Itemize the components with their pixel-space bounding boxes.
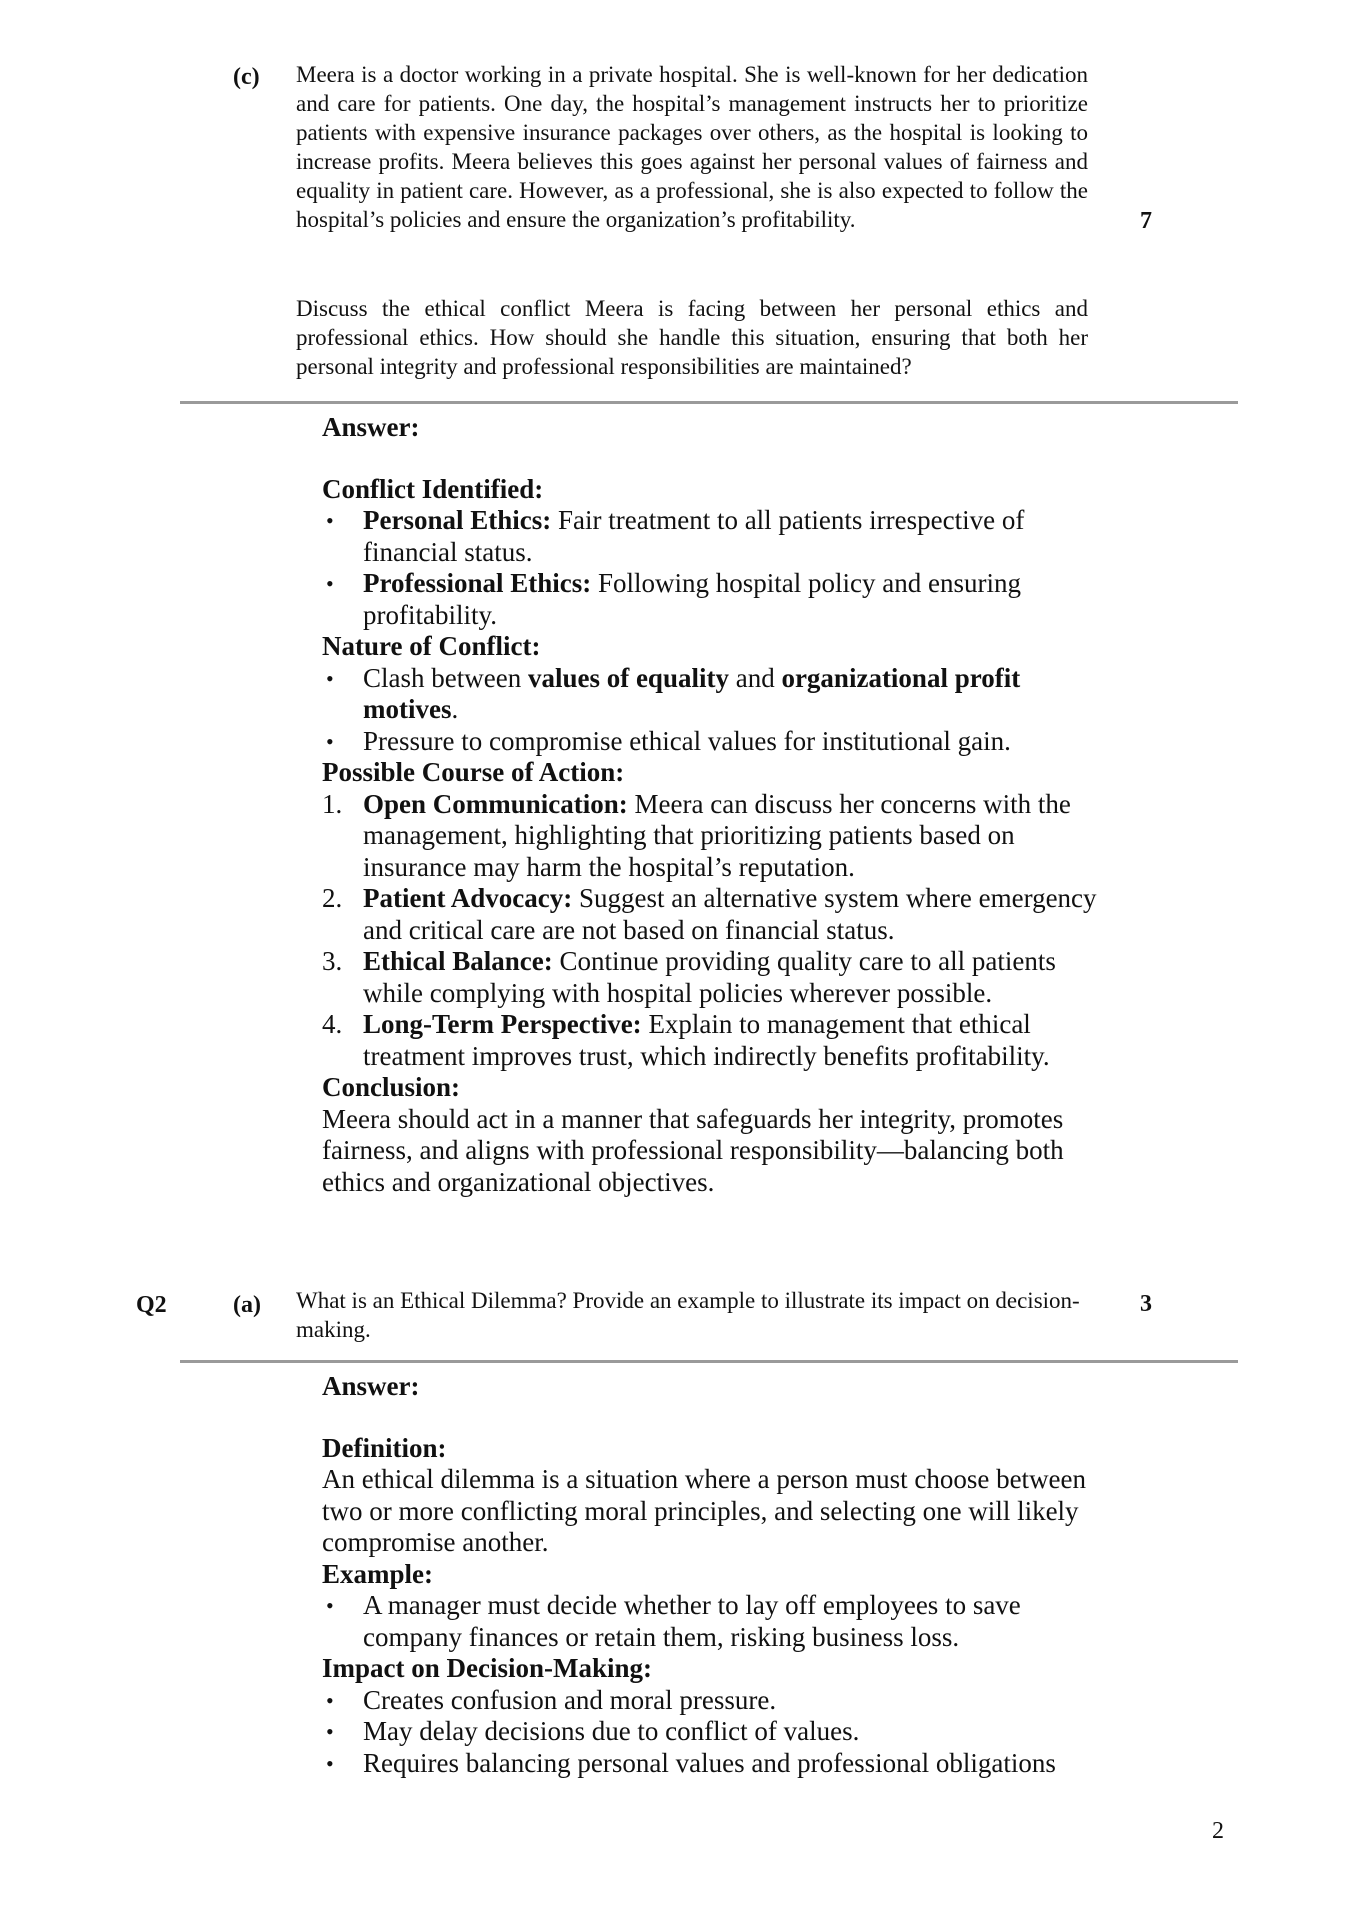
item-number: 4. xyxy=(322,1009,343,1039)
nature-list xyxy=(322,663,1122,758)
conclusion-text: Meera should act in a manner that safeguards her integrity, promotes fairness, and aligns with professional responsibility—balancing both ethics and organizational objectives. xyxy=(322,1103,1064,1197)
item-bold: Patient Advocacy: xyxy=(363,883,573,913)
answer-block-q1c xyxy=(322,412,1122,1198)
list-item: • Creates confusion and moral pressure. xyxy=(322,1685,1122,1717)
example-heading: Example: xyxy=(322,1558,433,1589)
impact-list xyxy=(322,1685,1122,1780)
conflict-list xyxy=(322,505,1122,631)
item-text: Clash between xyxy=(363,662,528,693)
question-label-c: (c) xyxy=(233,64,260,90)
conclusion-heading: Conclusion: xyxy=(322,1072,461,1102)
item-text: Explain to management that ethical treatment improves trust, which indirectly benefits profitability. xyxy=(363,1009,1050,1071)
action-heading: Possible Course of Action: xyxy=(322,757,625,787)
item-number: 2. xyxy=(322,883,343,913)
list-item xyxy=(322,883,1122,946)
question-text-instruction: Discuss the ethical conflict Meera is facing between her personal ethics and professional ethics. How should she handle this situation, ensuring that both her personal integrity and professional responsibilities are maintained? xyxy=(296,296,1088,379)
item-text: Following hospital policy and ensuring profitability. xyxy=(363,568,1021,630)
list-item xyxy=(322,789,1122,884)
item-text: Continue providing quality care to all patients while complying with hospital policies wherever possible. xyxy=(363,946,1056,1008)
list-item xyxy=(322,505,1122,568)
definition-text: An ethical dilemma is a situation where a person must choose between two or more conflicting moral principles, and selecting one will likely compromise another. xyxy=(322,1464,1087,1557)
question-text: What is an Ethical Dilemma? Provide an example to illustrate its impact on decision-making. xyxy=(296,1288,1080,1342)
answer-heading: Answer: xyxy=(322,412,420,442)
question-marks: 3 xyxy=(1140,1291,1152,1317)
action-list xyxy=(322,789,1122,1073)
item-bold: Open Communication: xyxy=(363,788,628,819)
section-divider xyxy=(180,401,1238,404)
question-marks: 7 xyxy=(1140,208,1152,234)
impact-heading: Impact on Decision-Making: xyxy=(322,1653,652,1683)
list-item: • May delay decisions due to conflict of values. xyxy=(322,1716,1122,1748)
list-item: • Pressure to compromise ethical values for institutional gain. xyxy=(322,726,1122,758)
answer-heading: Answer: xyxy=(322,1371,420,1401)
item-bold: Long-Term Perspective: xyxy=(363,1009,642,1039)
item-text: Meera can discuss her concerns with the management, highlighting that prioritizing patients based on insurance may harm the hospital’s reputation. xyxy=(363,788,1071,882)
item-bold: values of equality xyxy=(527,662,729,693)
item-text: Suggest an alternative system where emergency and critical care are not based on financial status. xyxy=(363,883,1097,945)
list-item xyxy=(322,663,1122,726)
item-number: 1. xyxy=(322,788,343,819)
answer-block-q2a xyxy=(322,1371,1122,1779)
question-label-a: (a) xyxy=(233,1292,261,1318)
page-number: 2 xyxy=(1212,1818,1224,1844)
item-text: and xyxy=(728,662,782,693)
item-bold: Ethical Balance: xyxy=(363,946,553,976)
list-item: • A manager must decide whether to lay off employees to save company finances or retain them, risking business loss. xyxy=(322,1590,1122,1653)
definition-heading: Definition: xyxy=(322,1432,447,1463)
conflict-heading: Conflict Identified: xyxy=(322,473,544,504)
item-text: Fair treatment to all patients irrespective of financial status. xyxy=(363,505,1025,567)
list-item: • Requires balancing personal values and professional obligations xyxy=(322,1748,1122,1780)
item-text: . xyxy=(451,694,459,724)
list-item xyxy=(322,568,1122,631)
list-item xyxy=(322,946,1122,1009)
question-number: Q2 xyxy=(136,1292,167,1318)
item-bold: organizational profit motives xyxy=(363,662,1021,724)
item-bold: Personal Ethics: xyxy=(363,505,552,535)
example-list xyxy=(322,1590,1122,1653)
section-divider xyxy=(180,1360,1238,1363)
item-bold: Professional Ethics: xyxy=(363,568,592,598)
list-item xyxy=(322,1009,1122,1072)
nature-heading: Nature of Conflict: xyxy=(322,631,541,661)
question-text: Meera is a doctor working in a private hospital. She is well-known for her dedication and care for patients. One day, the hospital’s management instructs her to prioritize patients with expensive insurance packages over others, as the hospital is looking to increase profits. Meera believes this goes against her personal values of fairness and equality in patient care. However, as a professional, she is also expected to follow the hospital’s policies and ensure the organization’s profitability. xyxy=(296,62,1088,232)
item-number: 3. xyxy=(322,946,343,976)
